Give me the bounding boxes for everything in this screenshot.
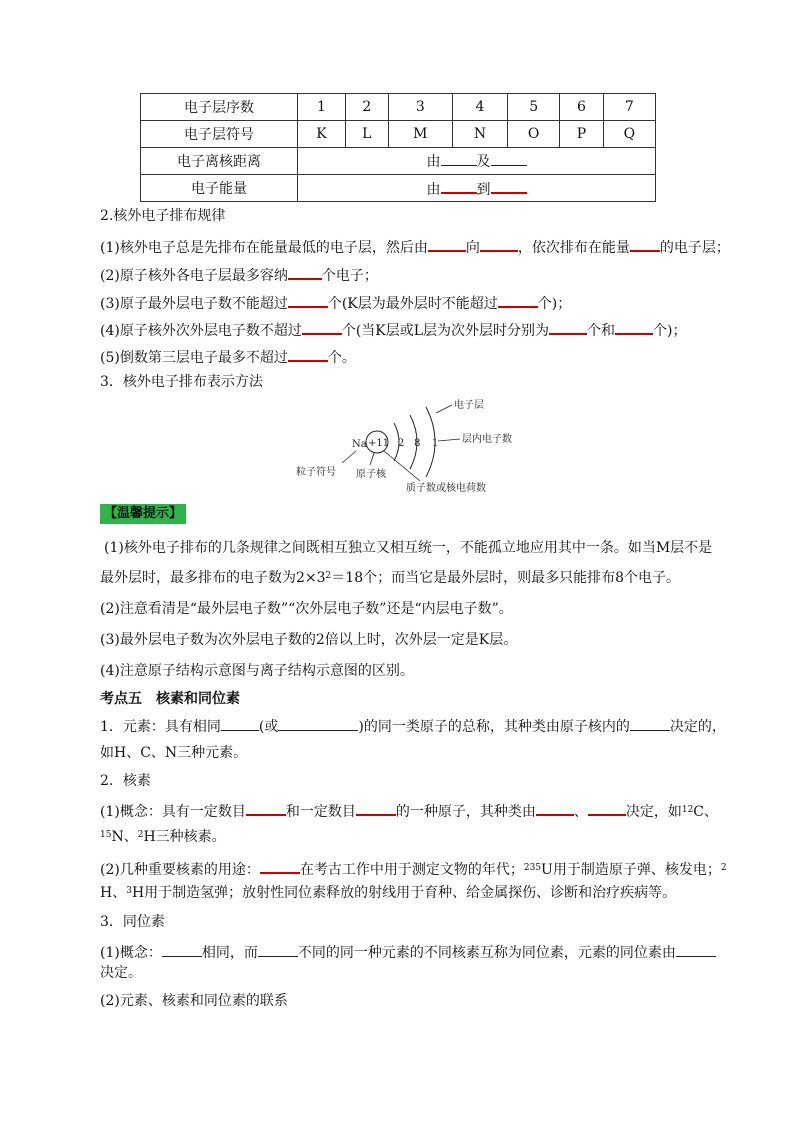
diagram-label: 电子层 <box>454 400 484 411</box>
table-cell: Q <box>603 121 655 148</box>
isotope-definition: 决定。 <box>100 965 142 981</box>
rule-5 <box>100 346 356 367</box>
text: 到 <box>476 181 491 198</box>
table-cell: P <box>560 121 603 148</box>
text: 个。 <box>327 350 356 366</box>
nuclide-definition <box>100 828 226 846</box>
text: 个)； <box>653 323 687 339</box>
text: 个电子； <box>321 268 378 284</box>
table-cell: 7 <box>603 94 655 121</box>
tip-label: 【温馨提示】 <box>100 504 186 524</box>
tip-paragraph <box>100 569 680 587</box>
isotope-relation: (2)元素、核素和同位素的联系 <box>100 993 288 1009</box>
text: 的一种原子，其种类由 <box>395 804 536 820</box>
fill-blank[interactable] <box>221 716 259 731</box>
table-cell: 5 <box>508 94 560 121</box>
text: 个(当K层或L层为次外层时分别为 <box>341 323 550 339</box>
subheading: 2．核素 <box>100 773 151 789</box>
isotope-definition <box>100 942 716 962</box>
table-cell: 4 <box>452 94 507 121</box>
row-label: 电子层序数 <box>141 94 298 121</box>
text: (或 <box>258 719 279 735</box>
fill-blank[interactable] <box>288 346 328 362</box>
fill-blank[interactable] <box>491 178 527 194</box>
shell-count: 1 <box>432 438 439 449</box>
superscript: 235 <box>523 863 542 873</box>
particle-symbol: Na <box>352 439 367 450</box>
row-label: 电子层符号 <box>141 121 298 148</box>
text: (1)概念： <box>100 945 162 961</box>
text: (3)原子最外层电子数不能超过 <box>100 296 288 312</box>
tip-paragraph: (4)注意原子结构示意图与离子结构示意图的区别。 <box>100 663 414 679</box>
fill-blank[interactable] <box>480 236 518 252</box>
text: 不同的同一种元素的不同核素互称为同位素，元素的同位素由 <box>297 945 676 961</box>
table-cell: 3 <box>388 94 452 121</box>
fill-blank[interactable] <box>302 319 342 335</box>
superscript: 2 <box>720 863 727 873</box>
text: 向 <box>465 240 480 256</box>
table-cell: K <box>298 121 346 148</box>
text: ，依次排布在能量 <box>517 240 630 256</box>
text: 由 <box>426 154 441 170</box>
row-label: 电子离核距离 <box>141 148 298 175</box>
text: (5)倒数第三层电子最多不超过 <box>100 350 288 366</box>
text: (2)原子核外各电子层最多容纳 <box>100 268 288 284</box>
text: 1．元素：具有相同 <box>100 719 221 735</box>
tip-paragraph: (3)最外层电子数为次外层电子数的2倍以上时，次外层一定是K层。 <box>100 632 518 648</box>
table-cell: O <box>508 121 560 148</box>
table-cell: 1 <box>298 94 346 121</box>
diagram-label: 原子核 <box>356 469 386 480</box>
nuclide-definition <box>100 800 718 821</box>
text: 决定，如 <box>625 804 682 820</box>
text: (1)核外电子总是先排布在能量最低的电子层，然后由 <box>100 240 428 256</box>
diagram-label: 层内电子数 <box>462 434 512 445</box>
text: (2)几种重要核素的用途： <box>100 862 260 878</box>
leader-line <box>370 453 374 465</box>
fill-blank[interactable] <box>588 800 626 816</box>
text: 由 <box>426 181 441 198</box>
text: C、 <box>693 804 719 820</box>
superscript: 12 <box>681 805 694 815</box>
table-row <box>141 148 656 175</box>
atomic-structure-diagram <box>290 393 550 498</box>
fill-blank[interactable] <box>258 942 298 957</box>
superscript: 2 <box>137 830 144 840</box>
diagram-label: 质子数或核电荷数 <box>406 483 486 494</box>
section-title: 2.核外电子排布规律 <box>100 208 226 224</box>
rule-2 <box>100 264 378 285</box>
fill-blank[interactable] <box>549 319 587 335</box>
fill-blank[interactable] <box>491 151 527 166</box>
superscript: 15 <box>100 830 112 840</box>
fill-blank[interactable] <box>630 716 670 731</box>
text: 决定的， <box>669 719 726 735</box>
table-cell: N <box>452 121 507 148</box>
nucleus-charge: +11 <box>368 438 390 449</box>
superscript: 3 <box>126 886 132 896</box>
table-cell: M <box>388 121 452 148</box>
text: 个和 <box>587 323 616 339</box>
table-row <box>141 121 656 148</box>
fill-blank[interactable] <box>246 800 286 816</box>
fill-blank[interactable] <box>278 716 358 731</box>
leader-line <box>438 439 460 441</box>
section-title: 3．核外电子排布表示方法 <box>100 374 263 390</box>
rule-1 <box>100 236 730 257</box>
row-label: 电子能量 <box>141 175 298 202</box>
rule-4 <box>100 319 687 340</box>
element-definition: 如H、C、N三种元素。 <box>100 745 248 761</box>
diagram-label: 粒子符号 <box>296 467 336 478</box>
fill-blank[interactable] <box>288 264 322 280</box>
table-row <box>141 94 656 121</box>
text: )的同一类原子的总称，其种类由原子核内的 <box>358 719 630 735</box>
superscript: 2 <box>325 571 332 581</box>
fill-blank[interactable] <box>260 858 300 874</box>
tip-paragraph: (1)核外电子排布的几条规律之间既相互独立又相互统一，不能孤立地应用其中一条。如当M层不是 <box>104 540 713 556</box>
text: 相同，而 <box>201 945 258 961</box>
text: 及 <box>476 154 491 170</box>
text: 的电子层； <box>659 240 730 256</box>
fill-blank[interactable] <box>356 800 396 816</box>
fill-blank[interactable] <box>536 800 574 816</box>
fill-blank[interactable] <box>615 319 653 335</box>
fill-blank[interactable] <box>498 292 538 308</box>
text: 在考古工作中用于测定文物的年代； <box>299 862 524 878</box>
fill-blank[interactable] <box>441 178 477 194</box>
text: 、 <box>573 804 588 820</box>
text: U用于制造原子弹、核发电； <box>541 862 721 878</box>
rule-3 <box>100 292 571 313</box>
text: H三种核素。 <box>143 829 226 845</box>
fill-blank[interactable] <box>630 236 660 252</box>
text: 最外层时，最多排布的电子数为2×3 <box>100 570 326 586</box>
section-heading: 考点五 核素和同位素 <box>100 691 240 707</box>
table-cell: L <box>345 121 388 148</box>
table-row <box>141 175 656 202</box>
table-cell: 6 <box>560 94 603 121</box>
fill-blank[interactable] <box>162 942 202 957</box>
text: ＝18个；而当它是最外层时，则最多只能排布8个电子。 <box>331 570 681 586</box>
nuclide-uses <box>100 884 676 902</box>
table-cell: 2 <box>345 94 388 121</box>
fill-blank[interactable] <box>441 151 477 166</box>
fill-blank[interactable] <box>288 292 328 308</box>
text: (4)原子核外次外层电子数不超过 <box>100 323 302 339</box>
shell-count: 2 <box>398 438 405 449</box>
tip-paragraph: (2)注意看清是“最外层电子数”“次外层电子数”还是“内层电子数”。 <box>100 601 513 617</box>
element-definition <box>100 716 726 736</box>
leader-line <box>436 405 452 413</box>
text: 和一定数目 <box>285 804 356 820</box>
text: H、 <box>100 885 127 901</box>
fill-blank[interactable] <box>428 236 466 252</box>
leader-line <box>384 451 420 481</box>
fill-blank[interactable] <box>676 942 716 957</box>
text: 个)； <box>537 296 572 312</box>
subheading: 3．同位素 <box>100 914 165 930</box>
table-cell <box>298 148 656 175</box>
shell-count: 8 <box>414 438 421 449</box>
text: 个(K层为最外层时不能超过 <box>327 296 498 312</box>
text: (1)概念：具有一定数目 <box>100 804 246 820</box>
text: N、 <box>111 829 138 845</box>
nuclide-uses <box>100 858 727 879</box>
text: H用于制造氢弹；放射性同位素释放的射线用于育种、给金属探伤、诊断和治疗疾病等。 <box>131 885 677 901</box>
table-cell <box>298 175 656 202</box>
electron-shell-table <box>140 93 656 202</box>
leader-line <box>342 451 356 463</box>
